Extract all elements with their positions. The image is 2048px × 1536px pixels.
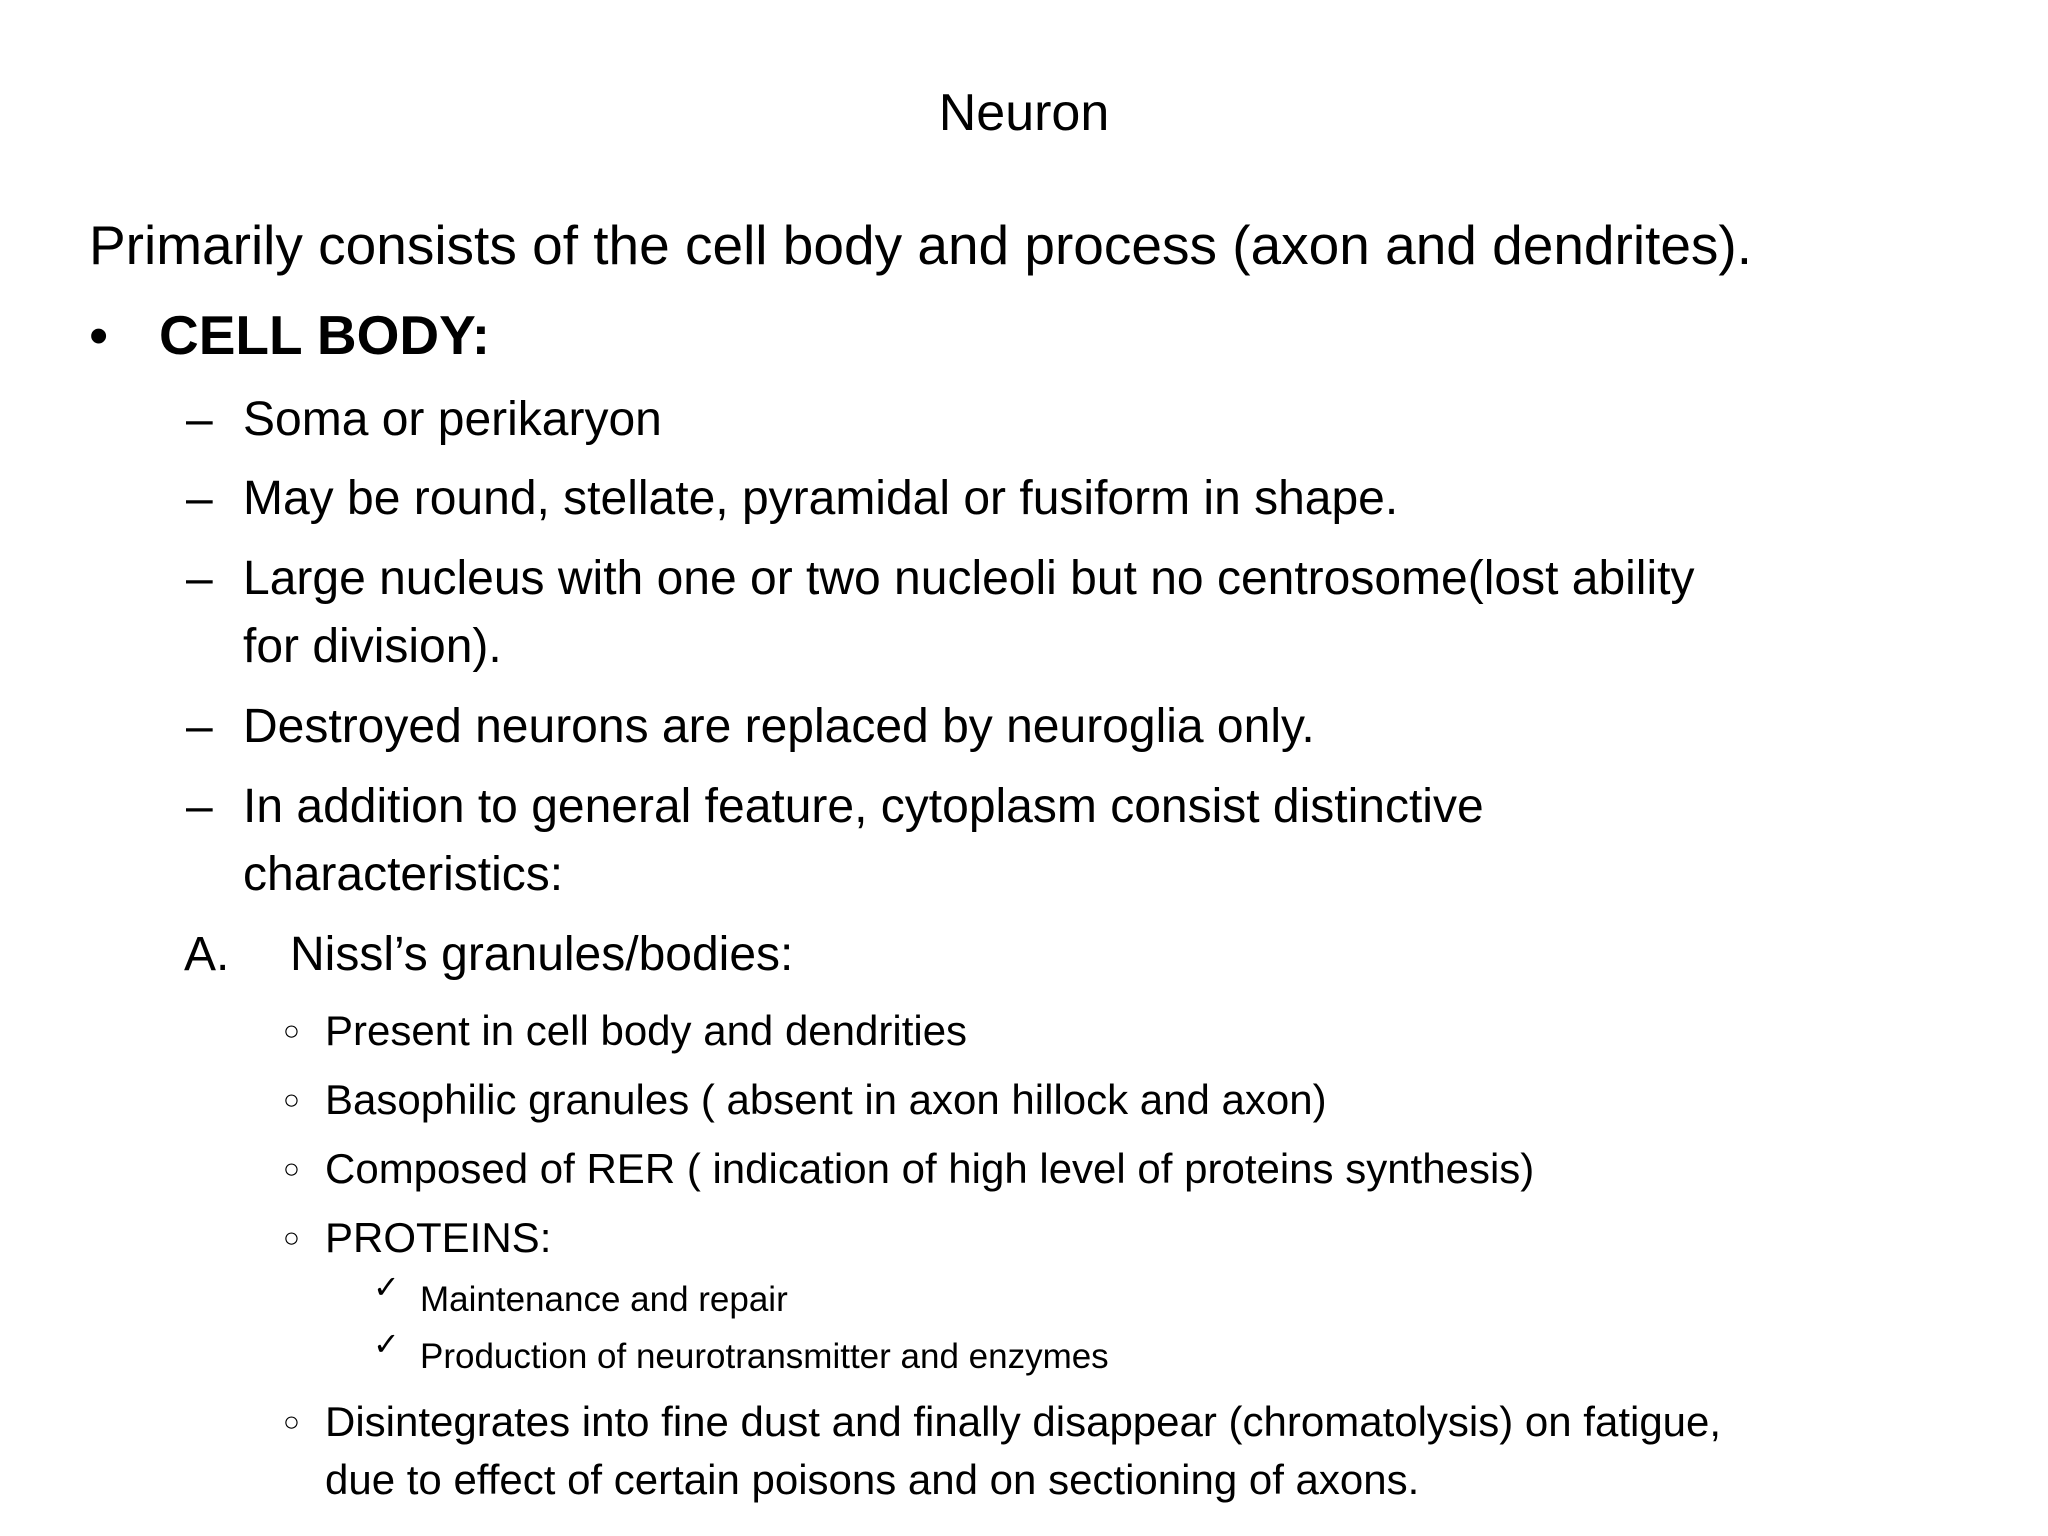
dash-marker: – <box>186 700 213 753</box>
slide-title: Neuron <box>938 84 1110 142</box>
circle-item: Present in cell body and dendrities <box>325 1007 968 1054</box>
dash-item: In addition to general feature, cytoplasm consist distinctive <box>243 780 1484 833</box>
bullet-marker: • <box>89 304 109 366</box>
check-icon: ✓ <box>373 1269 400 1305</box>
circle-item: PROTEINS: <box>325 1214 552 1261</box>
circle-marker: ○ <box>283 1153 300 1184</box>
dash-marker: – <box>186 780 213 833</box>
cell-body-heading: CELL BODY: <box>159 304 491 366</box>
circle-marker: ○ <box>283 1015 300 1046</box>
circle-marker: ○ <box>283 1084 300 1115</box>
circle-item-continuation: due to effect of certain poisons and on sectioning of axons. <box>325 1456 1420 1503</box>
circle-item: Disintegrates into fine dust and finally disappear (chromatolysis) on fatigue, <box>325 1398 1722 1445</box>
dash-marker: – <box>186 552 213 605</box>
circle-item: Composed of RER ( indication of high level of proteins synthesis) <box>325 1145 1535 1192</box>
subsection-heading: Nissl’s granules/bodies: <box>290 928 794 981</box>
dash-item-continuation: for division). <box>243 620 502 673</box>
subsection-marker: A. <box>184 928 230 981</box>
circle-item: Basophilic granules ( absent in axon hillock and axon) <box>325 1076 1327 1123</box>
dash-marker: – <box>186 472 213 525</box>
dash-item: Large nucleus with one or two nucleoli but no centrosome(lost ability <box>243 552 1695 605</box>
dash-item-continuation: characteristics: <box>243 848 564 901</box>
check-item: Maintenance and repair <box>420 1280 788 1319</box>
dash-marker: – <box>186 393 213 446</box>
dash-item: Destroyed neurons are replaced by neuroglia only. <box>243 700 1315 753</box>
check-item: Production of neurotransmitter and enzymes <box>420 1337 1109 1376</box>
dash-item: May be round, stellate, pyramidal or fusiform in shape. <box>243 472 1399 525</box>
check-icon: ✓ <box>373 1326 400 1362</box>
dash-item: Soma or perikaryon <box>243 393 662 446</box>
circle-marker: ○ <box>283 1406 300 1437</box>
intro-text: Primarily consists of the cell body and process (axon and dendrites). <box>89 214 1753 276</box>
circle-marker: ○ <box>283 1222 300 1253</box>
